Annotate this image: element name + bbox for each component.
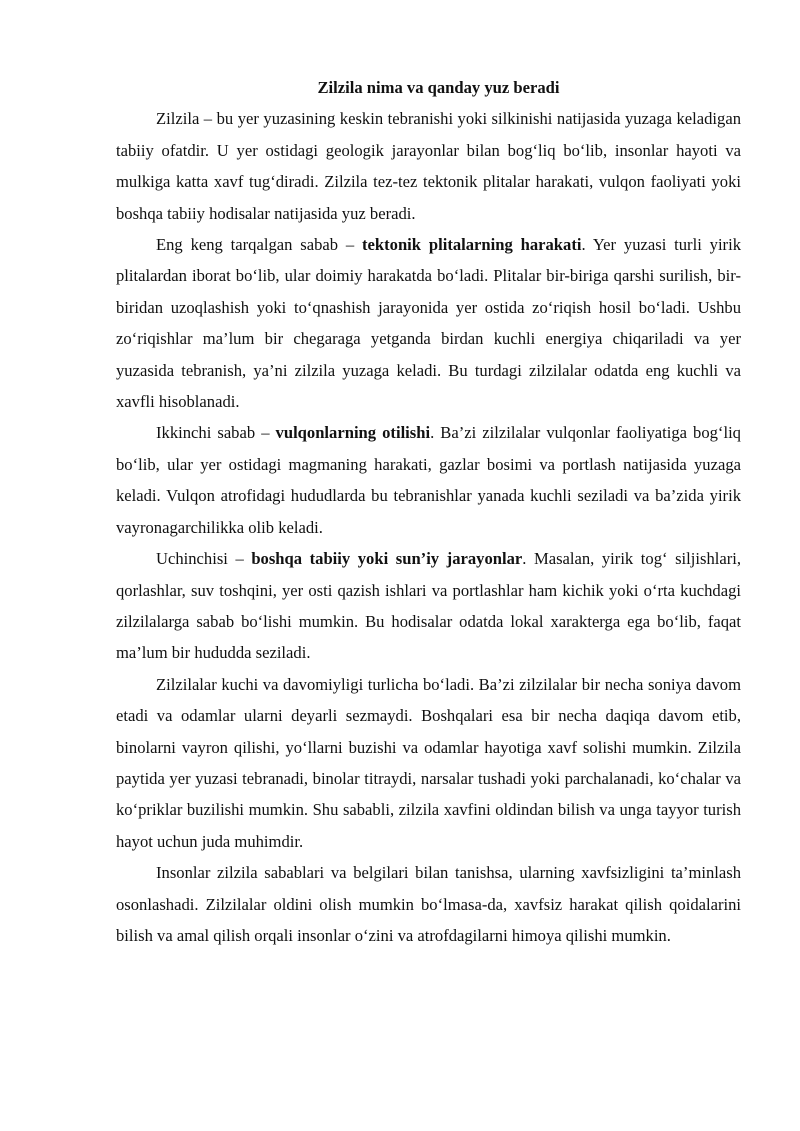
paragraph-volcanic [116,417,741,543]
paragraph-text: Zilzila – bu yer yuzasining keskin tebranishi yoki silkinishi natijasida yuzaga keladigan tabiiy ofatdir. U yer ostidagi geologik jarayonlar bilan bog‘liq bo‘lib, insonlar hayoti va mulkiga katta xavf tug‘diradi. Zilzila tez-tez tektonik plitalar harakati, vulqon faoliyati yoki boshqa tabiiy hodisalar natijasida yuz beradi. [116,109,741,223]
paragraph-text: Eng keng tarqalgan sabab – [156,235,363,255]
document-body [116,72,741,951]
paragraph-text: . Ba’zi zilzilalar vulqonlar faoliyatiga bog‘liq bo‘lib, ular yer ostidagi magmaning harakati, gazlar bosimi va portlash natijasida yuzaga keladi. Vulqon atrofidagi hududlarda bu tebranishlar yanada kuchli seziladi va ba’zida yirik vayronagarchilikka olib keladi. [116,423,741,537]
paragraph-text: . Yer yuzasi turli yirik plitalardan iborat bo‘lib, ular doimiy harakatda bo‘ladi. Plitalar bir-biriga qarshi surilish, bir-biridan uzoqlashish yoki to‘qnashish jarayonida yer ostida zo‘riqish hosil bo‘ladi. Ushbu zo‘riqishlar ma’lum bir chegaraga yetganda birdan kuchli energiya chiqariladi va yer yuzasida tebranish, ya’ni zilzila yuzaga keladi. Bu turdagi zilzilalar odatda eng kuchli va xavfli hisoblanadi. [116,235,741,412]
paragraph-bold-term: boshqa tabiiy yoki sun’iy jarayonlar [251,549,523,569]
paragraph-strength-duration [116,669,741,857]
paragraph-text: Insonlar zilzila sabablari va belgilari bilan tanishsa, ularning xavfsizligini ta’minlash osonlashadi. Zilzilalar oldini olish mumkin bo‘lmasa-da, xavfsiz harakat qilish qoidalarini bilish va amal qilish orqali insonlar o‘zini va atrofdagilarni himoya qilishi mumkin. [116,863,741,945]
paragraph-other-causes [116,543,741,669]
document-title: Zilzila nima va qanday yuz beradi [317,78,560,97]
paragraph-text: Uchinchisi – [156,549,252,569]
paragraph-text: Ikkinchi sabab – [156,423,276,443]
paragraph-intro [116,103,741,229]
paragraph-tectonic [116,229,741,417]
paragraph-bold-term: vulqonlarning otilishi [275,423,431,443]
paragraph-safety [116,857,741,951]
paragraph-text: Zilzilalar kuchi va davomiyligi turlicha bo‘ladi. Ba’zi zilzilalar bir necha soniya davom etadi va odamlar ularni deyarli sezmaydi. Boshqalari esa bir necha daqiqa davom etib, binolarni vayron qilishi, yo‘llarni buzishi va odamlar hayotiga xavf solishi mumkin. Zilzila paytida yer yuzasi tebranadi, binolar titraydi, narsalar tushadi yoki parchalanadi, ko‘chalar va ko‘priklar buzilishi mumkin. Shu sababli, zilzila xavfini oldindan bilish va unga tayyor turish hayot uchun juda muhimdir. [116,674,741,851]
paragraph-text: . Masalan, yirik tog‘ siljishlari, qorlashlar, suv toshqini, yer osti qazish ishlari va portlashlar ham kichik yoki o‘rta kuchdagi zilzilalarga sabab bo‘lishi mumkin. Bu hodisalar odatda lokal xarakterga ega bo‘lib, faqat ma’lum bir hududda seziladi. [116,549,741,663]
paragraph-bold-term: tektonik plitalarning harakati [362,235,582,255]
